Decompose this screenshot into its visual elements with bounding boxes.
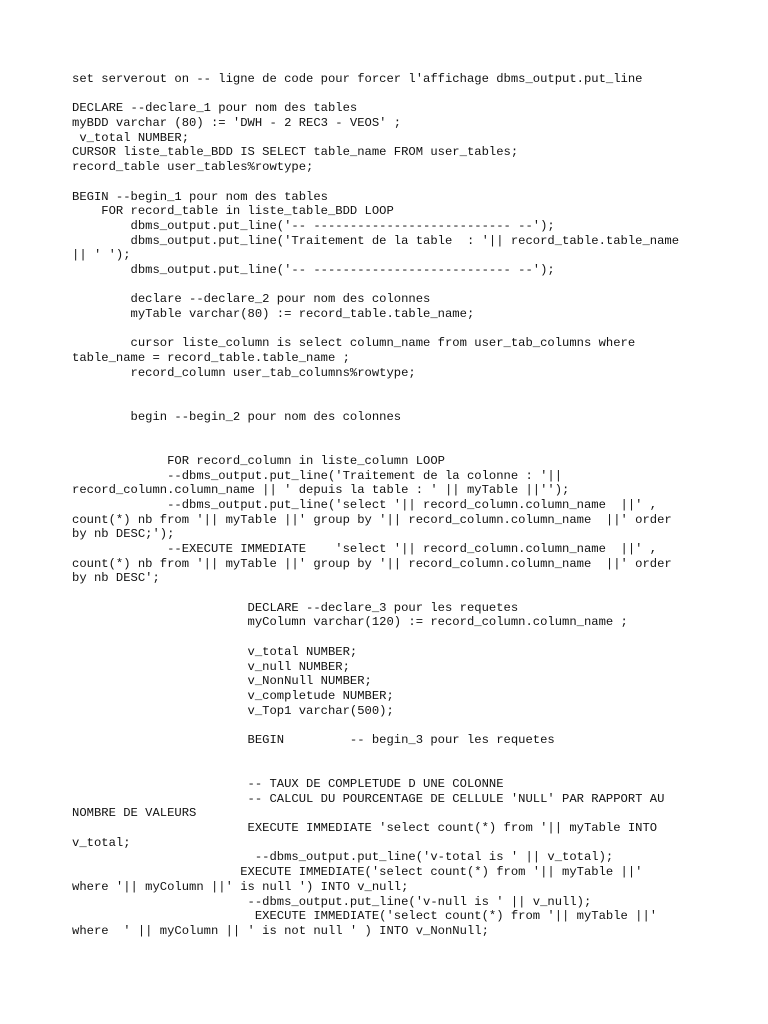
code-line: where '|| myColumn ||' is null ') INTO v_null;	[72, 879, 409, 894]
code-line: v_NonNull NUMBER;	[72, 674, 372, 689]
code-line: by nb DESC';	[72, 571, 160, 586]
code-line: v_null NUMBER;	[72, 659, 350, 674]
code-line: by nb DESC;');	[72, 527, 175, 542]
blank-line	[72, 748, 732, 763]
blank-line	[72, 630, 732, 645]
code-line: CURSOR liste_table_BDD IS SELECT table_name FROM user_tables;	[72, 145, 519, 160]
code-line: v_Top1 varchar(500);	[72, 703, 394, 718]
blank-line	[72, 425, 732, 440]
blank-line	[72, 322, 732, 337]
code-line: record_table user_tables%rowtype;	[72, 160, 314, 175]
code-line: BEGIN --begin_1 pour nom des tables	[72, 189, 328, 204]
code-line: -- CALCUL DU POURCENTAGE DE CELLULE 'NULL' PAR RAPPORT AU	[72, 791, 665, 806]
code-line: record_column.column_name || ' depuis la table : ' || myTable ||'');	[72, 483, 570, 498]
blank-line	[72, 718, 732, 733]
code-line: --dbms_output.put_line('v-null is ' || v_null);	[72, 894, 592, 909]
blank-line	[72, 439, 732, 454]
code-line: FOR record_column in liste_column LOOP	[72, 453, 445, 468]
code-line: v_total NUMBER;	[72, 130, 190, 145]
code-line: EXECUTE IMMEDIATE('select count(*) from '|| myTable ||'	[72, 865, 643, 880]
code-line: declare --declare_2 pour nom des colonnes	[72, 292, 431, 307]
blank-line	[72, 175, 732, 190]
code-line: EXECUTE IMMEDIATE('select count(*) from '|| myTable ||'	[72, 909, 658, 924]
blank-line	[72, 87, 732, 102]
code-line: --dbms_output.put_line('Traitement de la colonne : '||	[72, 468, 563, 483]
code-line: v_total NUMBER;	[72, 644, 358, 659]
code-line: myBDD varchar (80) := 'DWH - 2 REC3 - VEOS' ;	[72, 116, 402, 131]
code-line: --dbms_output.put_line('select '|| record_column.column_name ||' ,	[72, 497, 658, 512]
blank-line	[72, 395, 732, 410]
code-line: BEGIN -- begin_3 pour les requetes	[72, 732, 555, 747]
code-line: set serverout on -- ligne de code pour forcer l'affichage dbms_output.put_line	[72, 72, 643, 86]
code-line: --EXECUTE IMMEDIATE 'select '|| record_column.column_name ||' ,	[72, 542, 658, 556]
code-line: EXECUTE IMMEDIATE 'select count(*) from '|| myTable INTO	[72, 821, 658, 836]
code-line: cursor liste_column is select column_name from user_tab_columns where	[72, 336, 636, 351]
code-line: myColumn varchar(120) := record_column.column_name ;	[72, 615, 628, 630]
code-line: record_column user_tab_columns%rowtype;	[72, 365, 416, 380]
code-line: DECLARE --declare_1 pour nom des tables	[72, 101, 358, 116]
code-line: -- TAUX DE COMPLETUDE D UNE COLONNE	[72, 777, 504, 791]
code-line: v_total;	[72, 835, 131, 850]
blank-line	[72, 586, 732, 601]
code-line: dbms_output.put_line('Traitement de la table : '|| record_table.table_name	[72, 233, 680, 248]
code-line: table_name = record_table.table_name ;	[72, 351, 350, 366]
code-line: where ' || myColumn || ' is not null ' ) INTO v_NonNull;	[72, 923, 489, 938]
code-line: --dbms_output.put_line('v-total is ' || v_total);	[72, 850, 614, 865]
code-line: || ' ');	[72, 248, 131, 263]
code-line: dbms_output.put_line('-- --------------------------- --');	[72, 218, 555, 233]
code-line: dbms_output.put_line('-- --------------------------- --');	[72, 262, 555, 277]
code-line: myTable varchar(80) := record_table.table_name;	[72, 307, 475, 321]
code-line: begin --begin_2 pour nom des colonnes	[72, 409, 402, 424]
code-line: count(*) nb from '|| myTable ||' group by '|| record_column.column_name ||' order	[72, 556, 672, 571]
blank-line	[72, 762, 732, 777]
code-line: v_completude NUMBER;	[72, 688, 394, 703]
blank-line	[72, 278, 732, 293]
code-line: DECLARE --declare_3 pour les requetes	[72, 600, 519, 615]
blank-line	[72, 380, 732, 395]
code-line: FOR record_table in liste_table_BDD LOOP	[72, 204, 394, 219]
code-line: count(*) nb from '|| myTable ||' group by '|| record_column.column_name ||' order	[72, 512, 672, 527]
code-line: NOMBRE DE VALEURS	[72, 806, 197, 821]
sql-code-listing	[72, 72, 732, 939]
